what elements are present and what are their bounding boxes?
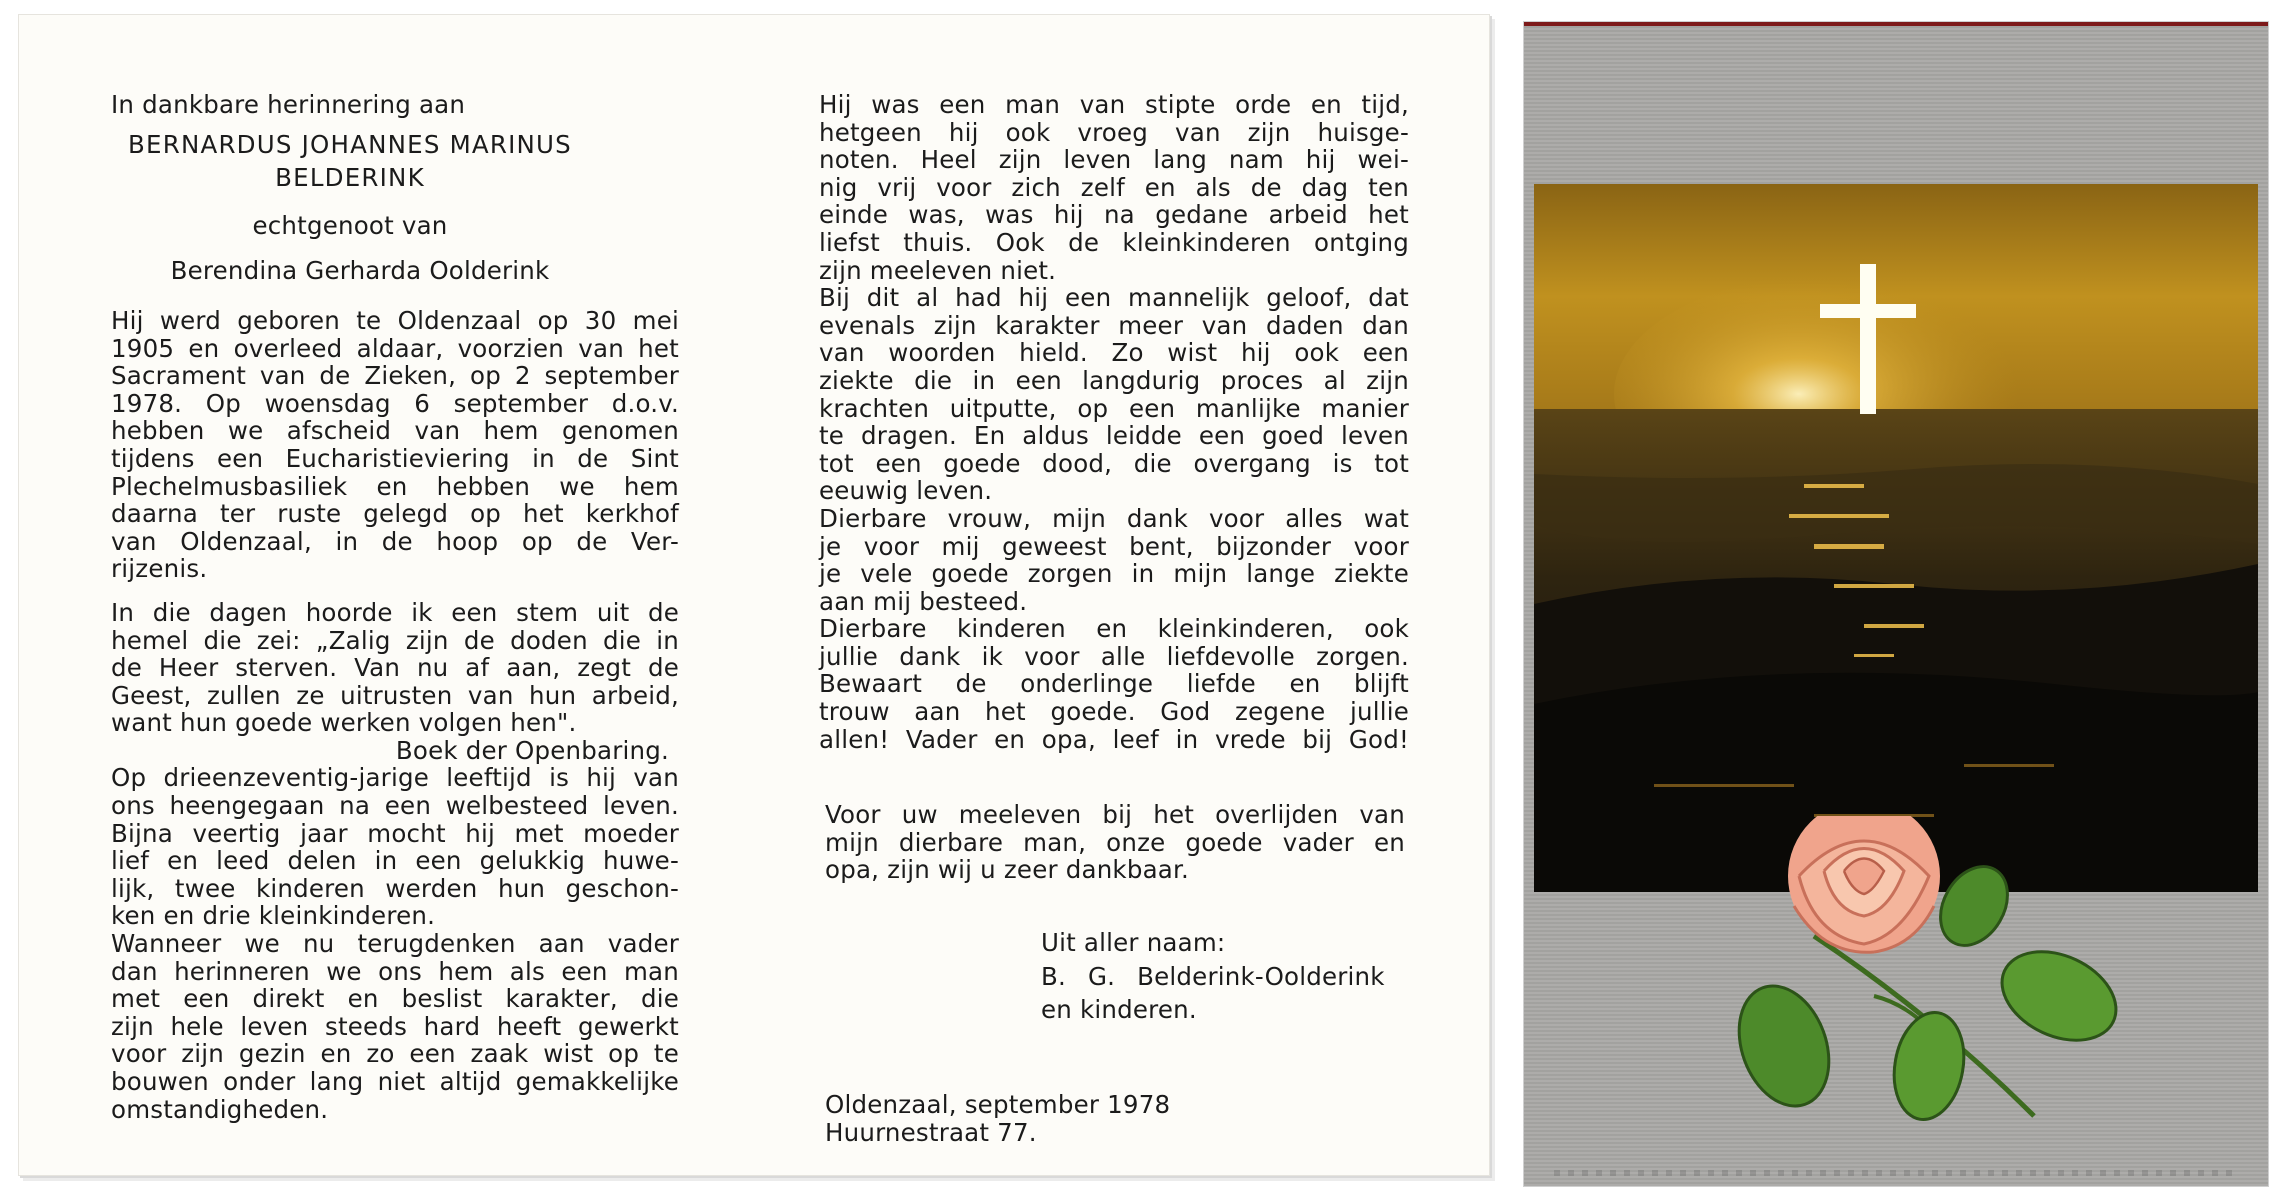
deceased-name-line2: BELDERINK	[275, 163, 425, 193]
rose-icon	[1674, 816, 2134, 1176]
text-line: omstandigheden.	[111, 1094, 329, 1124]
right-column	[819, 90, 1409, 1147]
text-line: hebben we afscheid van hem genomen	[111, 416, 679, 446]
text-line: krachten uitputte, op een manlijke manier	[819, 393, 1409, 423]
text-line: Hij was een man van stipte orde en tijd,	[819, 90, 1409, 119]
text-line: ken en drie kleinkinderen.	[111, 901, 436, 931]
signature-name: B. G. Belderink-Oolderink	[1041, 961, 1385, 991]
text-line: trouw aan het goede. God zegene jullie	[819, 697, 1409, 727]
signature-block	[1041, 929, 1385, 1024]
text-line: eeuwig leven.	[819, 476, 993, 506]
text-line: opa, zijn wij u zeer dankbaar.	[825, 855, 1190, 885]
text-line: Op drieenzeventig-jarige leeftijd is hij van	[111, 763, 679, 793]
text-line: zijn hele leven steeds hard heeft gewerkt	[111, 1011, 679, 1041]
text-line: de Heer sterven. Van nu af aan, zegt de	[111, 653, 679, 683]
address: Huurnestraat 77.	[825, 1117, 1037, 1147]
text-line: aan mij besteed.	[819, 586, 1028, 616]
spouse-name: Berendina Gerharda Oolderink	[170, 256, 550, 286]
location-block	[825, 1091, 1170, 1146]
text-line: tijdens een Eucharistieviering in de Sint	[111, 443, 679, 473]
text-line: ziekte die in een langdurig proces al zijn	[819, 365, 1409, 395]
biography-paragraph	[111, 307, 679, 583]
text-line: Voor uw meeleven bij het overlijden van	[825, 800, 1405, 829]
signature-line: Uit aller naam:	[1041, 928, 1226, 957]
scripture-citation: Boek der Openbaring.	[395, 735, 669, 765]
place-date: Oldenzaal, september 1978	[825, 1090, 1171, 1119]
text-line: met een direkt en beslist karakter, die	[111, 984, 679, 1014]
text-line: je voor mij geweest bent, bijzonder voor	[819, 531, 1409, 561]
scripture-quote	[111, 599, 679, 765]
text-line: nig vrij voor zich zelf en als de dag ten	[819, 172, 1409, 202]
text-line: te dragen. En aldus leidde een goed leven	[819, 421, 1409, 451]
text-line: mijn dierbare man, onze goede vader en	[825, 827, 1405, 857]
text-line: ons heengegaan na een welbesteed leven.	[111, 791, 679, 821]
text-line: 1978. Op woensdag 6 september d.o.v.	[111, 388, 679, 418]
text-line: je vele goede zorgen in mijn lange ziekte	[819, 559, 1409, 589]
text-line: Sacrament van de Zieken, op 2 september	[111, 361, 679, 391]
text-line: tot een goede dood, die overgang is tot	[819, 448, 1409, 478]
spouse-label: echtgenoot van	[252, 210, 448, 240]
text-line: zijn meeleven niet.	[819, 255, 1057, 285]
life-paragraph	[111, 764, 679, 1123]
character-paragraph	[819, 91, 1409, 753]
text-line: van woorden hield. Zo wist hij ook een	[819, 338, 1409, 368]
deceased-name-line1: BERNARDUS JOHANNES MARINUS	[128, 129, 572, 159]
text-line: rijzenis.	[111, 554, 208, 584]
text-line: noten. Heel zijn leven lang nam hij wei-	[819, 145, 1409, 175]
text-line: dan herinneren we ons hem als een man	[111, 956, 679, 986]
text-line: Bij dit al had hij een mannelijk geloof, dat	[819, 283, 1409, 313]
memorial-card-text-page	[18, 14, 1490, 1176]
memorial-card-picture-side	[1524, 22, 2268, 1186]
text-line: Bijna veertig jaar mocht hij met moeder	[111, 818, 679, 848]
text-line: Geest, zullen ze uitrusten van hun arbeid,	[111, 680, 679, 710]
left-column	[111, 91, 679, 1123]
text-line: In die dagen hoorde ik een stem uit de	[111, 597, 679, 627]
text-line: Hij werd geboren te Oldenzaal op 30 mei	[111, 305, 679, 335]
text-line: einde was, was hij na gedane arbeid het	[819, 200, 1409, 230]
text-line: Bewaart de onderlinge liefde en blijft	[819, 669, 1409, 699]
text-line: 1905 en overleed aldaar, voorzien van het	[111, 333, 679, 363]
text-line: allen! Vader en opa, leef in vrede bij God!	[819, 724, 1409, 754]
text-line: hemel die zei: „Zalig zijn de doden die in	[111, 625, 679, 655]
text-line: Plechelmusbasiliek en hebben we hem	[111, 471, 679, 501]
text-line: Wanneer we nu terugdenken aan vader	[111, 929, 679, 959]
text-line: liefst thuis. Ook de kleinkinderen ontging	[819, 227, 1409, 257]
signature-line: en kinderen.	[1041, 995, 1197, 1025]
sunset-sea-photo	[1534, 184, 2258, 892]
text-line: Dierbare kinderen en kleinkinderen, ook	[819, 614, 1409, 644]
text-line: lief en leed delen in een gelukkig huwe-	[111, 846, 679, 876]
text-line: daarna ter ruste gelegd op het kerkhof	[111, 499, 679, 529]
text-line: Dierbare vrouw, mijn dank voor alles wat	[819, 503, 1409, 533]
text-line: want hun goede werken volgen hen".	[111, 708, 577, 738]
text-line: bouwen onder lang niet altijd gemakkelijke	[111, 1067, 679, 1096]
intro-line: In dankbare herinnering aan	[111, 90, 466, 119]
text-line: hetgeen hij ook vroeg van zijn huisge-	[819, 117, 1409, 147]
thanks-paragraph	[825, 801, 1405, 884]
text-line: voor zijn gezin en zo een zaak wist op te	[111, 1039, 679, 1069]
text-line: lijk, twee kinderen werden hun geschon-	[111, 873, 679, 903]
text-line: van Oldenzaal, in de hoop op de Ver-	[111, 526, 679, 556]
text-line: evenals zijn karakter meer van daden dan	[819, 310, 1409, 340]
text-line: jullie dank ik voor alle liefdevolle zorgen.	[819, 641, 1409, 671]
